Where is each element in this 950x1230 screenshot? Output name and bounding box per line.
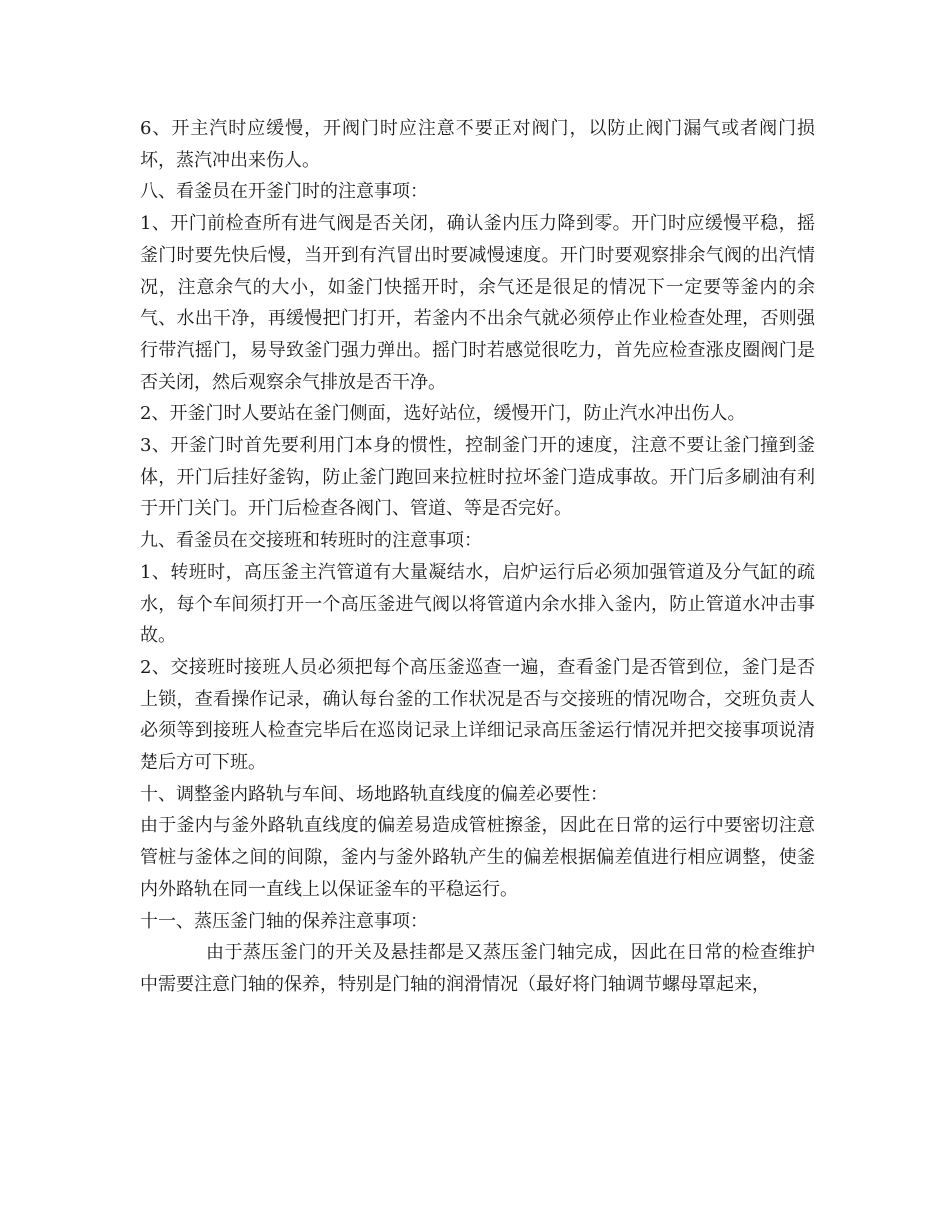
paragraph: 八、看釜员在开釜门时的注意事项： xyxy=(140,181,428,203)
paragraph: 1、开门前检查所有进气阀是否关闭，确认釜内压力降到零。开门时应缓慢平稳，摇釜门时要先快后慢，当开到有汽冒出时要减慢速度。开门时要观察排余气阀的出汽情况，注意余气的大小，如釜门快摇开时，余气还是很足的情况下一定要等釜内的余气、水出干净，再缓慢把门打开，若釜内不出余气就必须停止作业检查处理，否则强行带汽摇门，易导致釜门强力弹出。摇门时若感觉很吃力，首先应检查涨皮圈阀门是否关闭，然后观察余气排放是否干净。 xyxy=(140,213,815,393)
paragraph: 2、开釜门时人要站在釜门侧面，选好站位，缓慢开门，防止汽水冲出伤人。 xyxy=(140,403,746,425)
paragraph: 九、看釜员在交接班和转班时的注意事项： xyxy=(140,530,482,552)
document-body xyxy=(140,113,815,1001)
paragraph: 由于釜内与釜外路轨直线度的偏差易造成管桩擦釜，因此在日常的运行中要密切注意管桩与釜体之间的间隙，釜内与釜外路轨产生的偏差根据偏差值进行相应调整，使釜内外路轨在同一直线上以保证釜车的平稳运行。 xyxy=(140,815,815,900)
paragraph: 1、转班时，高压釜主汽管道有大量凝结水，启炉运行后必须加强管道及分气缸的疏水，每个车间须打开一个高压釜进气阀以将管道内余水排入釜内，防止管道水冲击事故。 xyxy=(140,561,815,647)
paragraph: 6、开主汽时应缓慢，开阀门时应注意不要正对阀门，以防止阀门漏气或者阀门损坏，蒸汽冲出来伤人。 xyxy=(140,118,815,171)
paragraph: 由于蒸压釜门的开关及悬挂都是又蒸压釜门轴完成，因此在日常的检查维护中需要注意门轴的保养，特别是门轴的润滑情况（最好将门轴调节螺母罩起来， xyxy=(140,942,815,995)
paragraph: 十、调整釜内路轨与车间、场地路轨直线度的偏差必要性： xyxy=(140,783,608,805)
paragraph: 十一、蒸压釜门轴的保养注意事项： xyxy=(140,910,428,932)
paragraph: 2、交接班时接班人员必须把每个高压釜巡查一遍，查看釜门是否管到位，釜门是否上锁，查看操作记录，确认每台釜的工作状况是否与交接班的情况吻合，交班负责人必须等到接班人检查完毕后在巡岗记录上详细记录高压釜运行情况并把交接事项说清楚后方可下班。 xyxy=(140,656,815,774)
paragraph: 3、开釜门时首先要利用门本身的惯性，控制釜门开的速度，注意不要让釜门撞到釜体，开门后挂好釜钩，防止釜门跑回来拉桩时拉坏釜门造成事故。开门后多刷油有利于开门关门。开门后检查各阀门、管道、等是否完好。 xyxy=(140,435,815,520)
